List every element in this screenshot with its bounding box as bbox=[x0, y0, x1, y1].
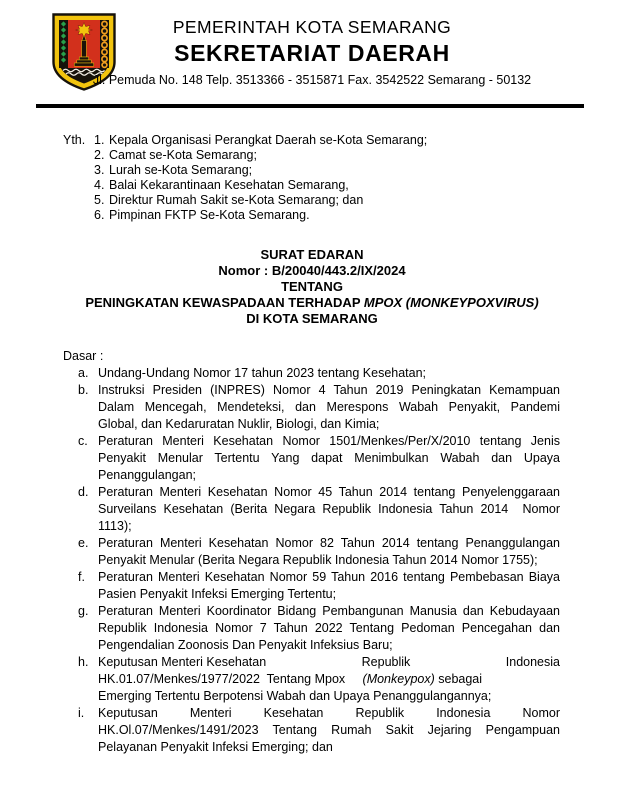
item-text bbox=[98, 433, 560, 484]
recipient-text: Direktur Rumah Sakit se-Kota Semarang; dan bbox=[109, 193, 364, 207]
item-text bbox=[98, 365, 560, 382]
salutation: Yth. bbox=[63, 133, 86, 147]
item-letter: c. bbox=[78, 434, 88, 448]
doc-type-title: SURAT EDARAN bbox=[260, 247, 364, 262]
item-line-part: Republik bbox=[361, 655, 411, 669]
item-letter: b. bbox=[78, 383, 89, 397]
item-line-part: Keputusan Menteri Kesehatan bbox=[98, 655, 267, 669]
item-text bbox=[98, 382, 560, 433]
recipient-number: 5. bbox=[94, 193, 105, 207]
dasar-list bbox=[63, 365, 560, 756]
subject-line bbox=[0, 295, 624, 311]
recipient-number: 2. bbox=[94, 148, 105, 162]
recipient-text: Kepala Organisasi Perangkat Daerah se-Kota Semarang; bbox=[109, 133, 428, 147]
recipient-item bbox=[94, 163, 427, 178]
letter-title-block bbox=[0, 247, 624, 327]
item-line: 1113); bbox=[98, 519, 132, 533]
doc-number: Nomor : B/20040/443.2/IX/2024 bbox=[218, 263, 406, 278]
item-line: Penanggulangan; bbox=[98, 468, 197, 482]
item-line bbox=[98, 671, 560, 688]
item-letter: a. bbox=[78, 366, 89, 380]
item-letter: h. bbox=[78, 655, 89, 669]
item-line: Peraturan Menteri Kesehatan Nomor 45 Tahun 2014 tentang Penyelenggaraan bbox=[98, 485, 560, 499]
recipient-item bbox=[94, 193, 427, 208]
item-line: Surveilans Kesehatan (Berita Negara Republik Indonesia Tahun 2014 Nomor bbox=[98, 502, 560, 516]
subject-location: DI KOTA SEMARANG bbox=[246, 311, 378, 326]
government-name: PEMERINTAH KOTA SEMARANG bbox=[172, 17, 452, 37]
dasar-item-c bbox=[63, 433, 560, 484]
item-line: Instruksi Presiden (INPRES) Nomor 4 Tahun 2019 Peningkatan Kemampuan bbox=[98, 383, 560, 397]
subject-italic-text: MPOX (MONKEYPOXVIRUS) bbox=[363, 295, 539, 310]
item-line: Pelayanan Penyakit Infeksi Emerging; dan bbox=[98, 740, 333, 754]
letterhead bbox=[0, 17, 624, 87]
recipient-text: Lurah se-Kota Semarang; bbox=[109, 163, 253, 177]
dasar-item-d bbox=[63, 484, 560, 535]
item-line-part: sebagai bbox=[434, 672, 483, 686]
item-line: HK.Ol.07/Menkes/1491/2023 Tentang Rumah Sakit Jejaring Pengampuan bbox=[98, 723, 560, 737]
recipient-item bbox=[94, 178, 427, 193]
dasar-item-h bbox=[63, 654, 560, 705]
item-line-part: Indonesia bbox=[505, 655, 560, 669]
item-line: Undang-Undang Nomor 17 tahun 2023 tentang Kesehatan; bbox=[98, 366, 427, 380]
item-line: Pasien Penyakit Infeksi Emerging Tertentu; bbox=[98, 587, 337, 601]
dasar-item-b bbox=[63, 382, 560, 433]
recipient-item bbox=[94, 133, 427, 148]
item-letter: g. bbox=[78, 604, 89, 618]
dasar-label: Dasar : bbox=[63, 349, 104, 363]
item-letter: d. bbox=[78, 485, 89, 499]
about-label: TENTANG bbox=[281, 279, 343, 294]
item-letter: i. bbox=[78, 706, 85, 720]
item-line: Peraturan Menteri Kesehatan Nomor 1501/Menkes/Per/X/2010 tentang Jenis bbox=[98, 434, 560, 448]
recipient-number: 6. bbox=[94, 208, 105, 222]
item-line: Peraturan Menteri Kesehatan Nomor 59 Tahun 2016 tentang Pembebasan Biaya bbox=[98, 570, 560, 584]
item-line: Peraturan Menteri Koordinator Bidang Pembangunan Manusia dan Kebudayaan bbox=[98, 604, 560, 618]
item-line: Global, dan Kedaruratan Nuklir, Biologi, dan Kimia; bbox=[98, 417, 380, 431]
recipient-text: Balai Kekarantinaan Kesehatan Semarang, bbox=[109, 178, 349, 192]
item-line: Republik Indonesia Nomor 7 Tahun 2022 Tentang Pedoman Pencegahan dan bbox=[98, 621, 560, 635]
dasar-item-f bbox=[63, 569, 560, 603]
recipient-block bbox=[63, 133, 427, 223]
item-line: Emerging Tertentu Berpotensi Wabah dan Upaya Penanggulangannya; bbox=[98, 689, 492, 703]
item-text bbox=[98, 603, 560, 654]
dasar-item-a bbox=[63, 365, 560, 382]
address-line: Jl. Pemuda No. 148 Telp. 3513366 - 3515871 Fax. 3542522 Semarang - 50132 bbox=[92, 73, 532, 87]
item-line: Dalam Mencegah, Mendeteksi, dan Merespons Wabah Penyakit, Pandemi bbox=[98, 400, 560, 414]
item-text bbox=[98, 569, 560, 603]
recipient-text: Pimpinan FKTP Se-Kota Semarang. bbox=[109, 208, 310, 222]
dasar-item-i bbox=[63, 705, 560, 756]
recipient-list bbox=[94, 133, 427, 223]
dasar-item-e bbox=[63, 535, 560, 569]
department-name: SEKRETARIAT DAERAH bbox=[174, 40, 450, 66]
recipient-text: Camat se-Kota Semarang; bbox=[109, 148, 257, 162]
item-line: Peraturan Menteri Kesehatan Nomor 82 Tahun 2014 tentang Penanggulangan bbox=[98, 536, 560, 550]
recipient-number: 4. bbox=[94, 178, 105, 192]
recipient-number: 1. bbox=[94, 133, 105, 147]
recipient-number: 3. bbox=[94, 163, 105, 177]
item-text bbox=[98, 535, 560, 569]
item-line: Pengendalian Zoonosis Dan Penyakit Infeksius Baru; bbox=[98, 638, 393, 652]
dasar-item-g bbox=[63, 603, 560, 654]
legal-basis-section bbox=[63, 348, 560, 756]
item-text bbox=[98, 705, 560, 756]
recipient-item bbox=[94, 208, 427, 223]
item-line: Keputusan Menteri Kesehatan Republik Indonesia Nomor bbox=[98, 706, 560, 720]
letterhead-divider bbox=[36, 104, 584, 108]
item-letter: e. bbox=[78, 536, 89, 550]
item-text bbox=[98, 654, 560, 705]
subject-text: PENINGKATAN KEWASPADAAN TERHADAP bbox=[85, 295, 364, 310]
item-text bbox=[98, 484, 560, 535]
item-line-part: HK.01.07/Menkes/1977/2022 Tentang Mpox bbox=[98, 672, 363, 686]
recipient-item bbox=[94, 148, 427, 163]
item-line bbox=[98, 654, 560, 671]
item-italic-text: (Monkeypox) bbox=[362, 672, 435, 686]
item-line: Penyakit Menular Tertentu Yang dapat Menimbulkan Wabah dan Upaya bbox=[98, 451, 560, 465]
item-line: Penyakit Menular (Berita Negara Republik Indonesia Tahun 2014 Nomor 1755); bbox=[98, 553, 538, 567]
item-letter: f. bbox=[78, 570, 85, 584]
